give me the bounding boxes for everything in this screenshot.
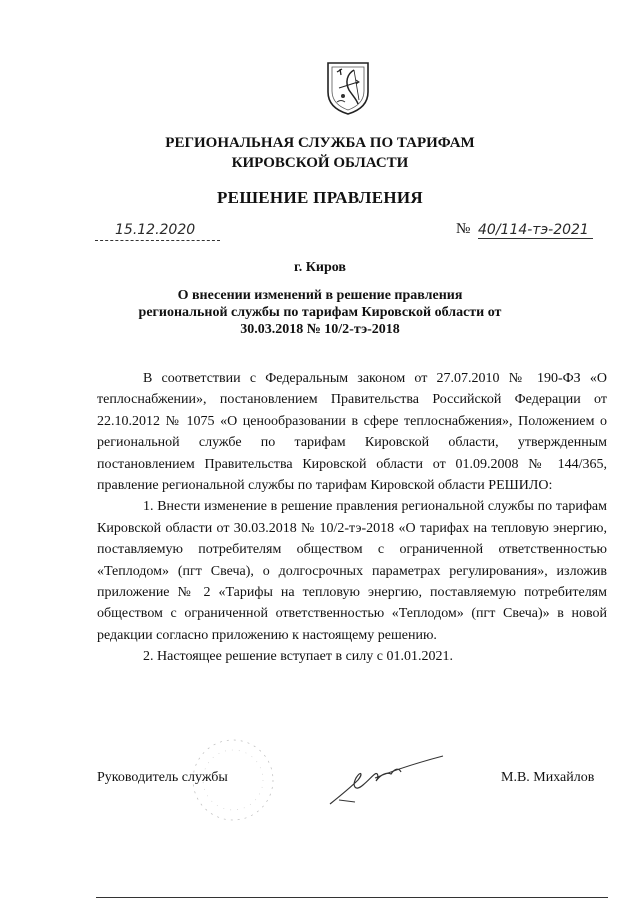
document-title: РЕШЕНИЕ ПРАВЛЕНИЯ: [217, 188, 423, 207]
organization-name: [0, 133, 640, 173]
handwritten-signature: [325, 752, 450, 817]
document-number: 40/114-тэ-2021: [478, 222, 593, 239]
date-field: [95, 222, 220, 241]
number-field: [456, 220, 606, 240]
bottom-rule: [96, 897, 608, 898]
decision-item-2: 2. Настоящее решение вступает в силу с 01.01.2021.: [143, 649, 453, 665]
document-body: [97, 368, 607, 668]
coat-of-arms-icon: [325, 60, 371, 121]
signatory-position: Руководитель службы: [97, 770, 228, 785]
decision-item-1: 1. Внести изменение в решение правления региональной службы по тарифам Кировской области от 30.03.2018 № 10/2-тэ-2018 «О тарифах на тепловую энергию, поставляемую потребителям обществом с ограниченной ответственностью «Теплодом» (пгт Свеча), о долгосрочных параметрах регулирования», изложив приложение № 2 «Тарифы на тепловую энергию, поставляемую потребителям обществом с ограниченной ответственностью «Теплодом» (пгт Свеча)» в новой редакции согласно приложению к настоящему решению.: [97, 499, 607, 643]
signatory-name: М.В. Михайлов: [501, 770, 595, 785]
preamble-paragraph: В соответствии с Федеральным законом от 27.07.2010 № 190-ФЗ «О теплоснабжении», постановлением Правительства Российской Федерации от 22.10.2012 № 1075 «О ценообразовании в сфере теплоснабжения», Положением о региональной службе по тарифам Кировской области, утвержденным постановлением Правительства Кировской области от 01.09.2008 № 144/365, правление региональной службы по тарифам Кировской области РЕШИЛО:: [97, 371, 607, 494]
number-label: №: [456, 221, 471, 237]
subject-line2: региональной службы по тарифам Кировской области от: [138, 305, 502, 320]
subject-line3: 30.03.2018 № 10/2-тэ-2018: [240, 322, 400, 337]
document-subject: [0, 287, 640, 338]
subject-line1: О внесении изменений в решение правления: [177, 288, 463, 303]
city: г. Киров: [294, 260, 346, 275]
organization-name-line1: РЕГИОНАЛЬНАЯ СЛУЖБА ПО ТАРИФАМ: [165, 135, 475, 151]
organization-name-line2: КИРОВСКОЙ ОБЛАСТИ: [231, 155, 409, 171]
document-date: 15.12.2020: [115, 222, 196, 238]
